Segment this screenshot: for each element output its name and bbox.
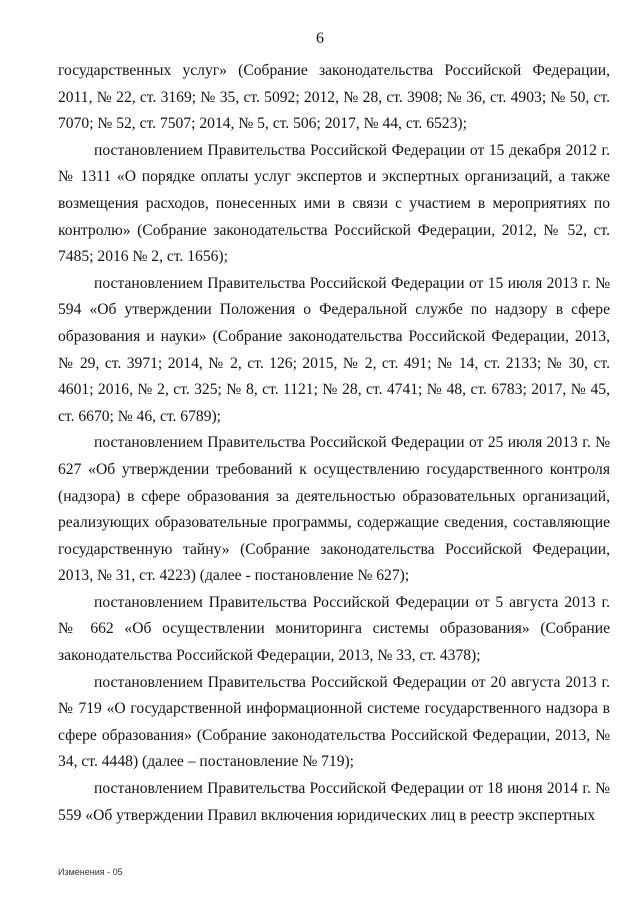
footer-note: Изменения - 05	[58, 867, 123, 877]
paragraph-6: постановлением Правительства Российской Федерации от 20 августа 2013 г. № 719 «О государственной информационной системе государственного надзора в сфере образования» (Собрание законодательства Российской Федерации, 2013, № 34, ст. 4448) (далее – постановление № 719);	[58, 673, 610, 771]
paragraph-4: постановлением Правительства Российской Федерации от 25 июля 2013 г. № 627 «Об утверждении требований к осуществлению государственного контроля (надзора) в сфере образования за деятельностью образовательных организаций, реализующих образовательные программы, содержащие сведения, составляющие государственную тайну» (Собрание законодательства Российской Федерации, 2013, № 31, ст. 4223) (далее - постановление № 627);	[58, 434, 610, 585]
paragraph-3: постановлением Правительства Российской Федерации от 15 июля 2013 г. № 594 «Об утверждении Положения о Федеральной службе по надзору в сфере образования и науки» (Собрание законодательства Российской Федерации, 2013, № 29, ст. 3971; 2014, № 2, ст. 126; 2015, № 2, ст. 491; № 14, ст. 2133; № 30, ст. 4601; 2016, № 2, ст. 325; № 8, ст. 1121; № 28, ст. 4741; № 48, ст. 6783; 2017, № 45, ст. 6670; № 46, ст. 6789);	[58, 274, 610, 425]
paragraph-7: постановлением Правительства Российской Федерации от 18 июня 2014 г. № 559 «Об утверждении Правил включения юридических лиц в реестр экспертных	[58, 780, 610, 824]
page-number: 6	[316, 30, 324, 47]
document-body	[58, 58, 610, 829]
paragraph-5: постановлением Правительства Российской Федерации от 5 августа 2013 г. № 662 «Об осуществлении мониторинга системы образования» (Собрание законодательства Российской Федерации, 2013, № 33, ст. 4378);	[58, 593, 610, 665]
paragraph-2: постановлением Правительства Российской Федерации от 15 декабря 2012 г. № 1311 «О порядке оплаты услуг экспертов и экспертных организаций, а также возмещения расходов, понесенных ими в связи с участием в мероприятиях по контролю» (Собрание законодательства Российской Федерации, 2012, № 52, ст. 7485; 2016 № 2, ст. 1656);	[58, 141, 610, 266]
paragraph-1: государственных услуг» (Собрание законодательства Российской Федерации, 2011, № 22, ст. 3169; № 35, ст. 5092; 2012, № 28, ст. 3908; № 36, ст. 4903; № 50, ст. 7070; № 52, ст. 7507; 2014, № 5, ст. 506; 2017, № 44, ст. 6523);	[58, 62, 610, 133]
